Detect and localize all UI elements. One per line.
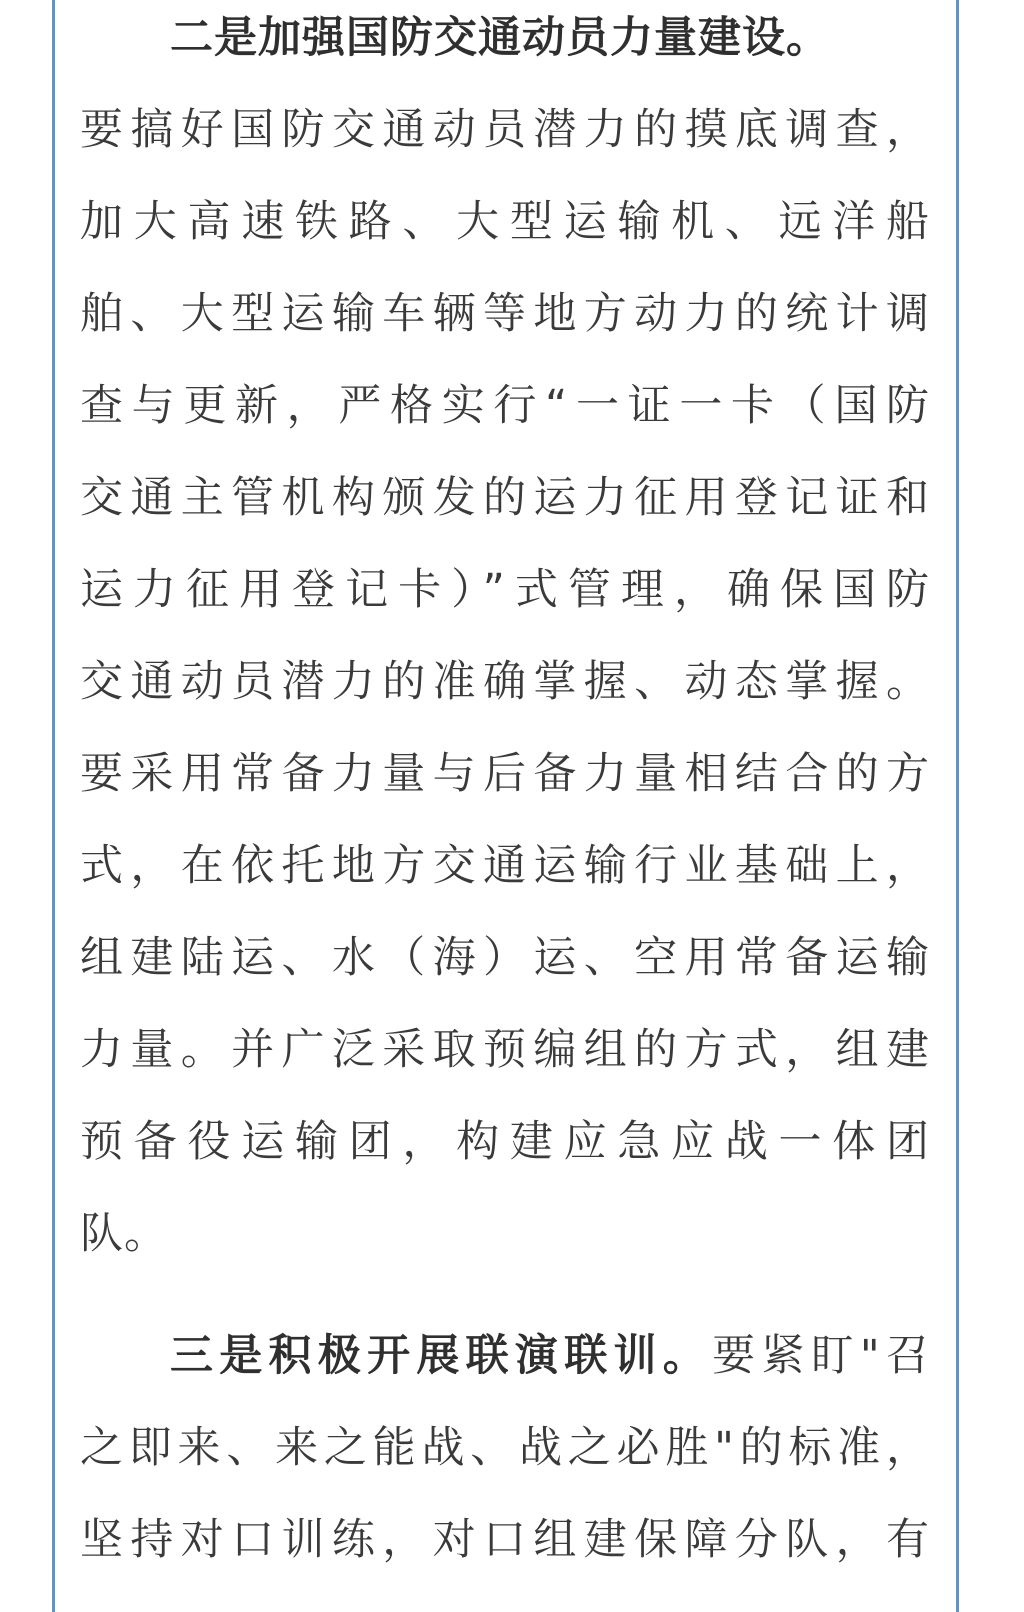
paragraph-joint-training [80,1310,930,1586]
heading-text: 三是积极开展联演联训。 [170,1331,713,1381]
body-line: 预备役运输团，构建应急应战一体团 [80,1117,930,1167]
body-line: 交通动员潜力的准确掌握、动态掌握。 [80,657,930,707]
body-line: 加大高速铁路、大型运输机、远洋船 [80,197,930,247]
heading-tail-text: 要紧盯"召 [712,1331,930,1381]
heading-text: 二是加强国防交通动员力量建设。 [170,13,830,63]
frame-border-left [52,0,55,1612]
body-line: 队。 [80,1209,168,1259]
body-line: 组建陆运、水（海）运、空用常备运输 [80,933,930,983]
paragraph-heading [80,1310,930,1402]
body-line: 要采用常备力量与后备力量相结合的方 [80,749,930,799]
body-line: 要搞好国防交通动员潜力的摸底调查， [80,105,930,155]
body-line: 舶、大型运输车辆等地方动力的统计调 [80,289,930,339]
body-line: 之即来、来之能战、战之必胜"的标准， [80,1423,930,1473]
body-line: 交通主管机构颁发的运力征用登记证和 [80,473,930,523]
body-line: 运力征用登记卡）”式管理，确保国防 [80,565,930,615]
paragraph-heading [80,0,930,84]
body-line: 查与更新，严格实行“一证一卡（国防 [80,381,930,431]
paragraph-force-building [80,0,930,1280]
body-line: 式，在依托地方交通运输行业基础上， [80,841,930,891]
frame-border-right [956,0,959,1612]
body-line: 力量。并广泛采取预编组的方式，组建 [80,1025,930,1075]
body-line: 坚持对口训练，对口组建保障分队，有 [80,1515,930,1565]
